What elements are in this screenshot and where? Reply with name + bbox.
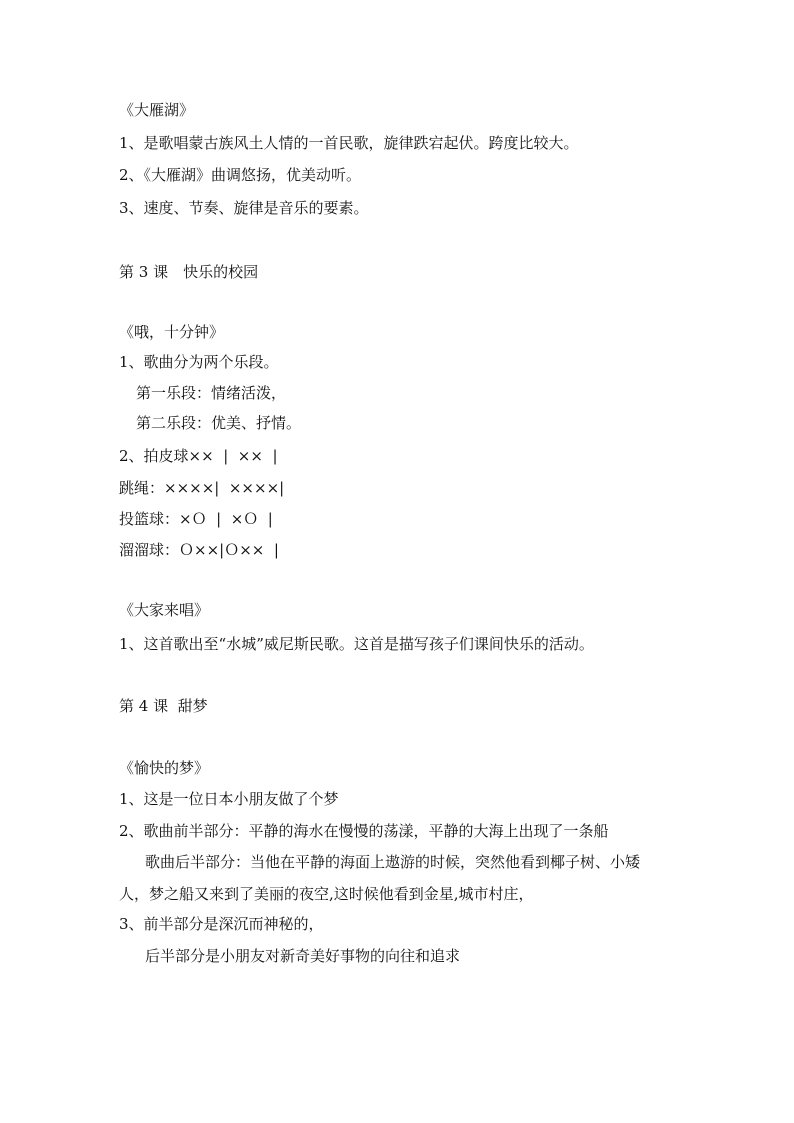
paragraph: 2、《大雁湖》曲调悠扬，优美动听。 [119,166,362,184]
paragraph: 1、这是一位日本小朋友做了个梦 [119,790,339,808]
song-title-dajialaichang: 《大家来唱》 [119,601,210,619]
paragraph: 1、歌曲分为两个乐段。 [119,353,279,371]
paragraph: 第二乐段：优美、抒情。 [136,414,302,432]
paragraph: 3、前半部分是深沉而神秘的， [119,915,324,933]
rhythm-line: 溜溜球：Ｏ××|Ｏ×× | [119,541,279,559]
rhythm-line: 跳绳：××××| ××××| [119,479,285,497]
paragraph: 歌曲后半部分：当他在平静的海面上遨游的时候，突然他看到椰子树、小矮 [145,853,641,871]
song-title-shifenzhong: 《哦，十分钟》 [119,323,225,341]
paragraph: 人，梦之船又来到了美丽的夜空,这时候他看到金星,城市村庄， [119,885,534,903]
song-title-yukuaidemeng: 《愉快的梦》 [119,759,210,777]
rhythm-line: 投篮球：×Ｏ | ×Ｏ | [119,510,273,528]
paragraph: 3、速度、节奏、旋律是音乐的要素。 [119,199,369,217]
paragraph: 1、是歌唱蒙古族风土人情的一首民歌，旋律跌宕起伏。跨度比较大。 [119,134,579,152]
lesson-heading-4: 第 4 课 甜梦 [119,697,208,715]
rhythm-line: 2、拍皮球×× | ×× | [119,447,278,465]
lesson-heading-3: 第 3 课 快乐的校园 [119,263,259,281]
paragraph: 第一乐段：情绪活泼， [136,384,287,402]
paragraph: 1、这首歌出至“水城”威尼斯民歌。这首是描写孩子们课间快乐的活动。 [119,635,594,653]
song-title-dayanhu: 《大雁湖》 [119,101,195,119]
paragraph: 2、歌曲前半部分：平静的海水在慢慢的荡漾，平静的大海上出现了一条船 [119,822,609,840]
paragraph: 后半部分是小朋友对新奇美好事物的向往和追求 [145,947,461,965]
